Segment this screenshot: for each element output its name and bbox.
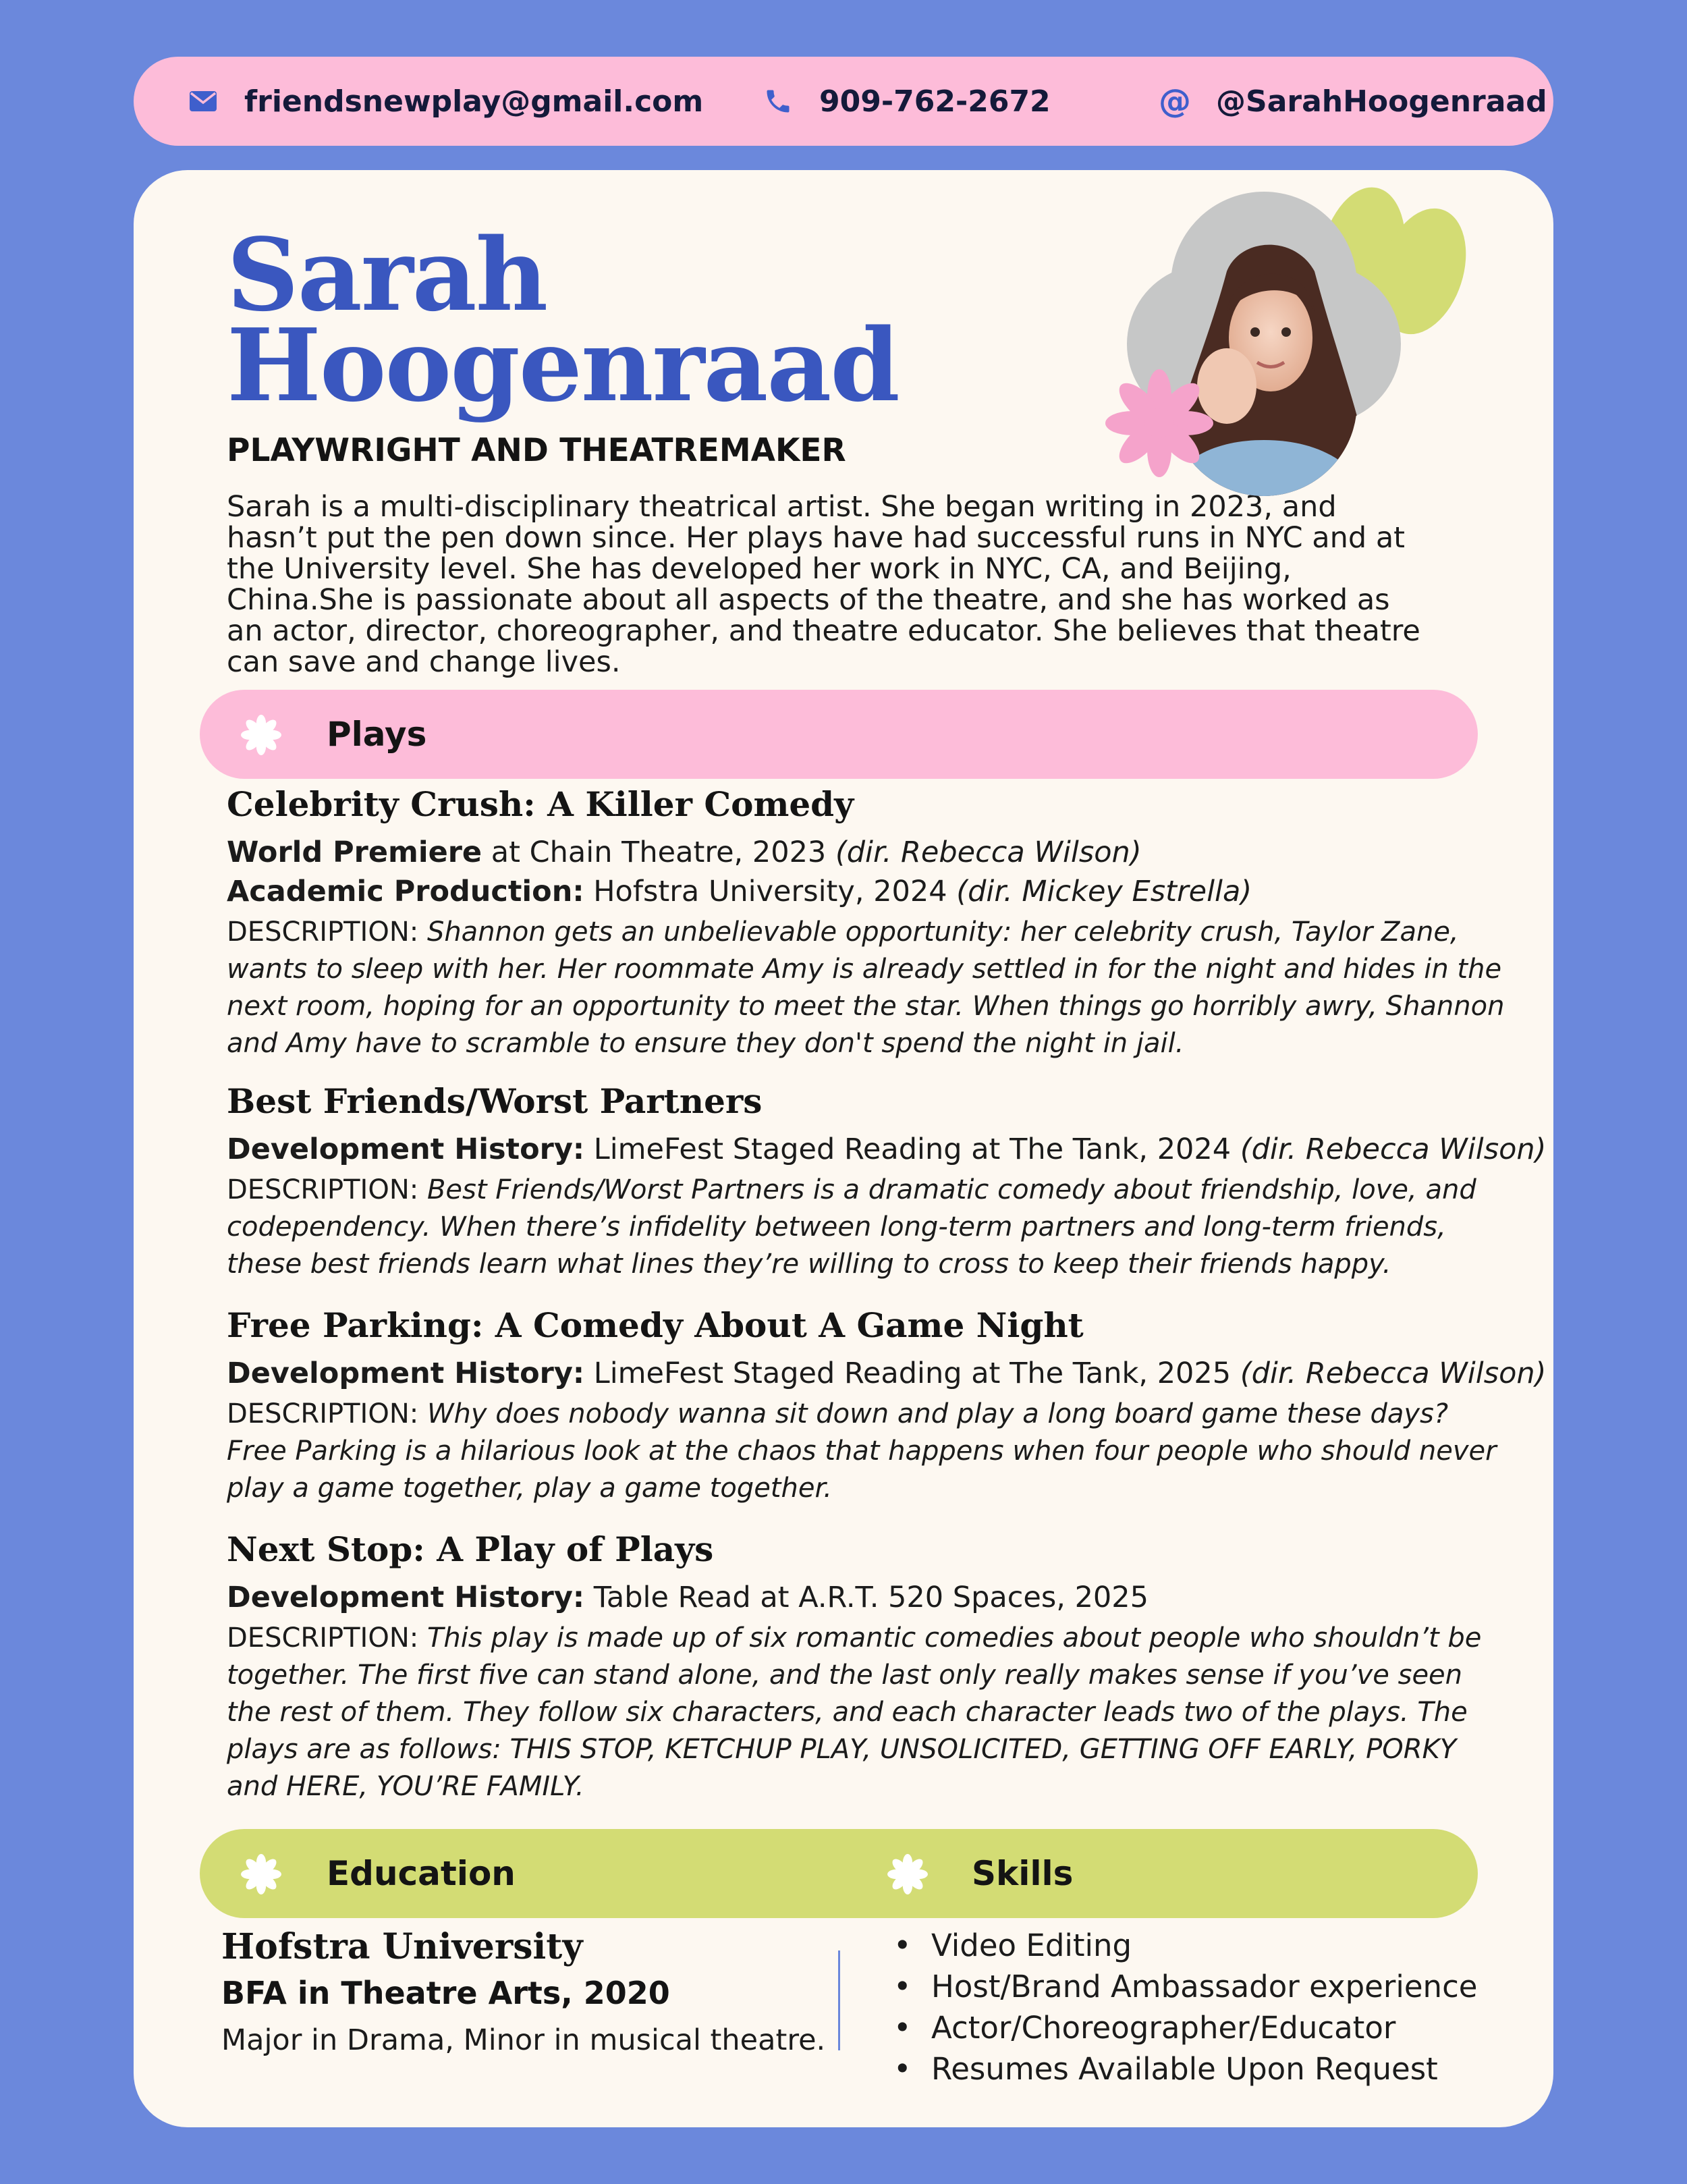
play-title: Next Stop: A Play of Plays bbox=[227, 1529, 714, 1569]
envelope-icon bbox=[186, 84, 220, 118]
list-item: • Resumes Available Upon Request bbox=[889, 2048, 1537, 2090]
list-item: • Actor/Choreographer/Educator bbox=[889, 2007, 1537, 2048]
column-divider bbox=[838, 1950, 840, 2050]
at-icon: @ bbox=[1159, 82, 1191, 120]
portrait-group bbox=[997, 170, 1483, 521]
play-entry bbox=[227, 784, 1509, 1062]
last-name: Hoogenraad bbox=[227, 306, 899, 424]
plays-heading: Plays bbox=[327, 715, 427, 754]
production-line: World Premiere at Chain Theatre, 2023 (dir. Rebecca Wilson) bbox=[227, 836, 1142, 869]
flower-icon bbox=[240, 1853, 282, 1895]
bio-paragraph: Sarah is a multi-disciplinary theatrical artist. She began writing in 2023, and hasn’t put the pen down since. Her plays have had successful runs in NYC and at the University level. She has developed her work in NYC, CA, and Beijing, China.She is passionate about all aspects of the theatre, and she has worked as an actor, director, choreographer, and theatre educator. She believes that theatre can save and change lives. bbox=[227, 490, 1420, 679]
flower-icon bbox=[887, 1853, 929, 1895]
play-entry bbox=[227, 1305, 1547, 1507]
contact-email[interactable] bbox=[186, 57, 703, 146]
play-description: DESCRIPTION: Why does nobody wanna sit down and play a long board game these days? Free Parking is a hilarious look at the chaos that happens when four people who should never play a game together, play a game together. bbox=[227, 1398, 1497, 1504]
first-name: Sarah bbox=[227, 216, 547, 333]
play-entry bbox=[227, 1529, 1509, 1805]
school-name: Hofstra University bbox=[221, 1926, 583, 1967]
contact-social[interactable] bbox=[1158, 57, 1547, 146]
list-item: • Host/Brand Ambassador experience bbox=[889, 1966, 1537, 2007]
play-description: DESCRIPTION: Shannon gets an unbelievable opportunity: her celebrity crush, Taylor Zane, wants to sleep with her. Her roommate Amy is already settled in for the night and hides in the next room, hoping for an opportunity to meet the star. When things go horribly awry, Shannon and Amy have to scramble to ensure they don't spend the night in jail. bbox=[227, 917, 1505, 1059]
flower-icon bbox=[240, 714, 282, 756]
play-description: DESCRIPTION: Best Friends/Worst Partners is a dramatic comedy about friendship, love, and codependency. When there’s infidelity between long-term partners and long-term friends, these best friends learn what lines they’re willing to cross to keep their friends happy. bbox=[227, 1174, 1476, 1280]
education-entry bbox=[221, 1925, 896, 2064]
list-item: • Video Editing bbox=[889, 1925, 1537, 1966]
production-line: Development History: LimeFest Staged Reading at The Tank, 2024 (dir. Rebecca Wilson) bbox=[227, 1132, 1547, 1166]
phone-text[interactable]: 909-762-2672 bbox=[819, 84, 1051, 119]
contact-bar bbox=[134, 57, 1553, 146]
phone-icon bbox=[761, 84, 795, 118]
play-title: Free Parking: A Comedy About A Game Night bbox=[227, 1305, 1084, 1345]
play-title: Best Friends/Worst Partners bbox=[227, 1081, 763, 1121]
major-minor: Major in Drama, Minor in musical theatre. bbox=[221, 2023, 826, 2057]
play-entry bbox=[227, 1081, 1547, 1283]
degree: BFA in Theatre Arts, 2020 bbox=[221, 1975, 670, 2011]
social-handle-text[interactable]: @SarahHoogenraad bbox=[1216, 84, 1547, 119]
page-title bbox=[227, 216, 899, 424]
contact-phone[interactable] bbox=[761, 57, 1051, 146]
plays-section-header bbox=[200, 690, 1478, 779]
skills-heading: Skills bbox=[972, 1854, 1074, 1893]
production-line: Academic Production: Hofstra University, 2024 (dir. Mickey Estrella) bbox=[227, 875, 1252, 908]
education-skills-header bbox=[200, 1829, 1478, 1918]
resume-card bbox=[134, 170, 1553, 2127]
production-line: Development History: Table Read at A.R.T. 520 Spaces, 2025 bbox=[227, 1581, 1149, 1614]
skills-list bbox=[889, 1925, 1537, 2090]
play-title: Celebrity Crush: A Killer Comedy bbox=[227, 784, 854, 824]
education-heading: Education bbox=[327, 1854, 516, 1893]
role-subtitle: PLAYWRIGHT AND THEATREMAKER bbox=[227, 432, 846, 469]
email-text[interactable]: friendsnewplay@gmail.com bbox=[244, 84, 704, 119]
play-description: DESCRIPTION: This play is made up of six romantic comedies about people who shouldn’t be together. The first five can stand alone, and the last only really makes sense if you’ve seen the rest of them. They follow six characters, and each character leads two of the plays. The plays are as follows: THIS STOP, KETCHUP PLAY, UNSOLICITED, GETTING OFF EARLY, PORKY and HERE, YOU’RE FAMILY. bbox=[227, 1622, 1482, 1802]
production-line: Development History: LimeFest Staged Reading at The Tank, 2025 (dir. Rebecca Wilson) bbox=[227, 1357, 1547, 1390]
pink-flower-shape bbox=[1105, 369, 1213, 477]
